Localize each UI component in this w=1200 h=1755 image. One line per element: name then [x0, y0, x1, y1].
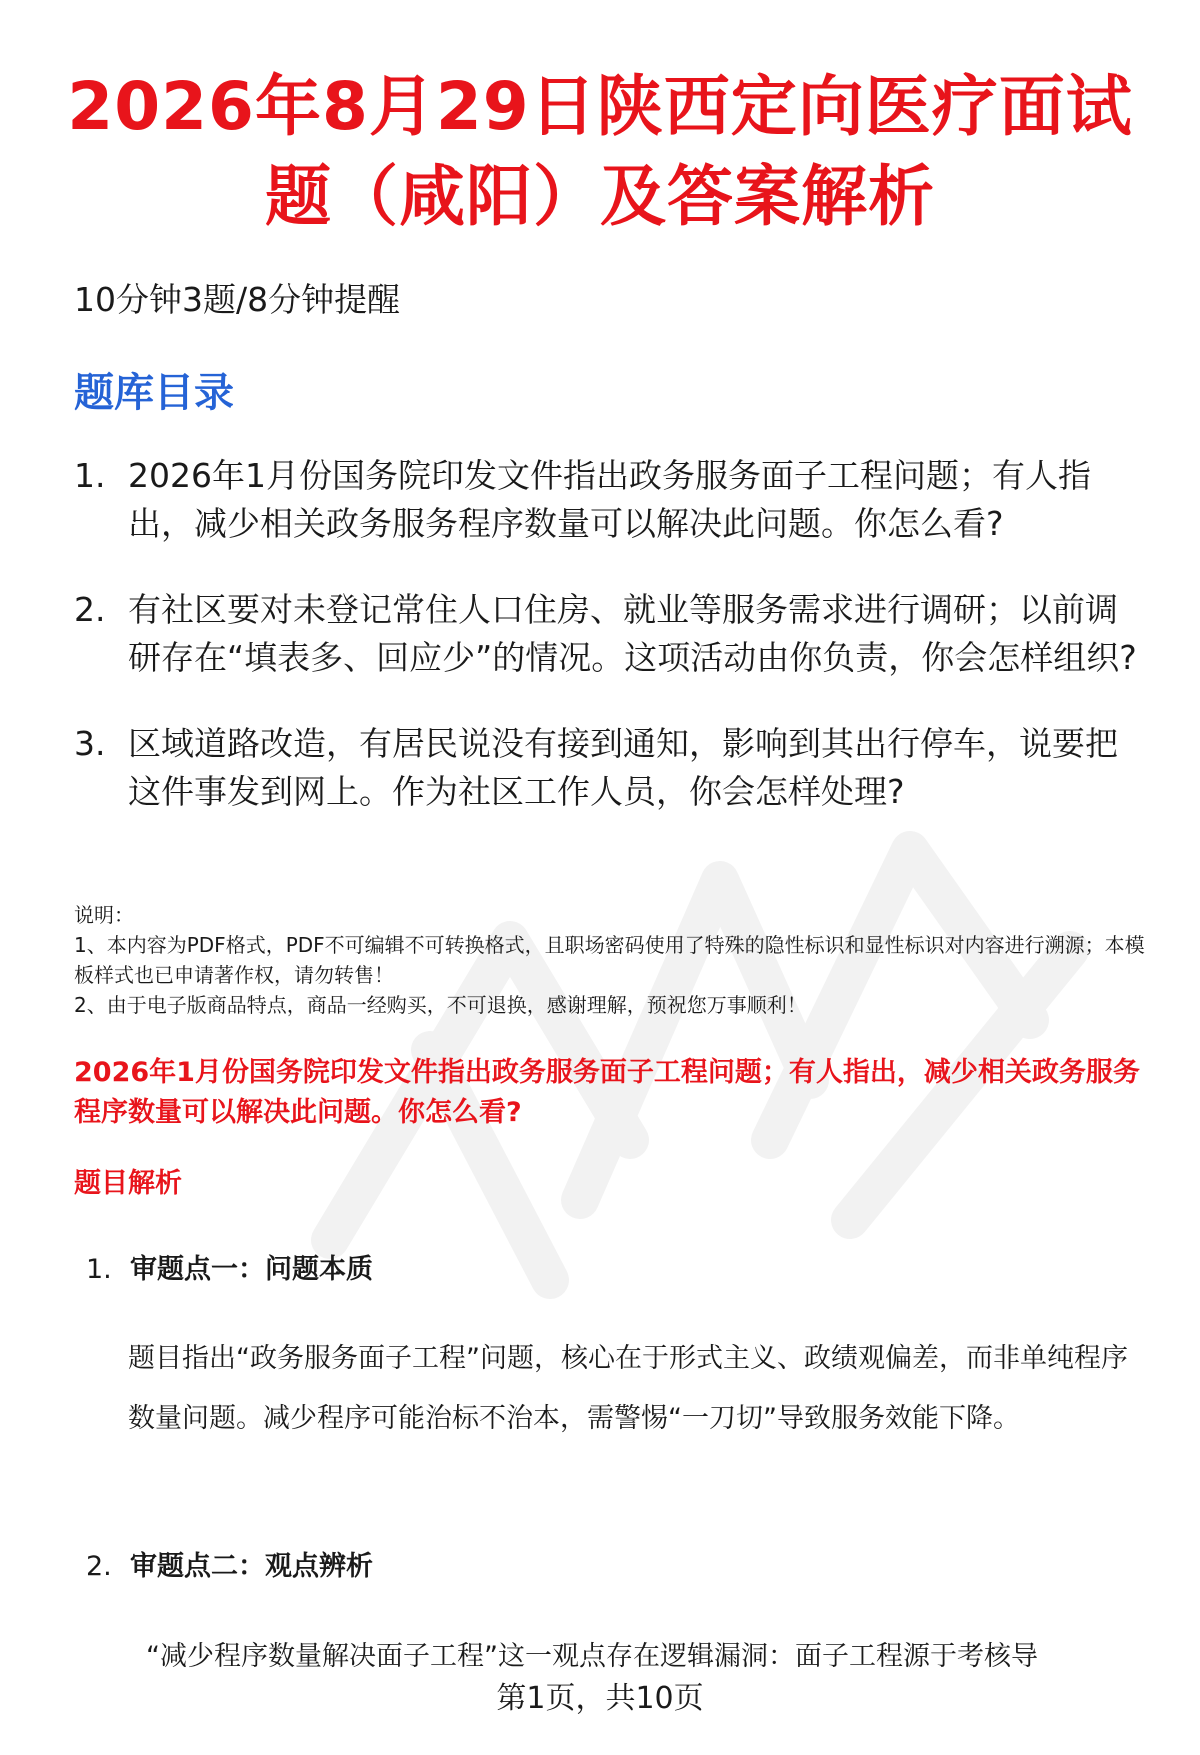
toc-item[interactable]	[74, 586, 1144, 682]
analysis-point-label: 1. 审题点一：问题本质	[86, 1250, 373, 1290]
toc-item-number: 3.	[74, 724, 106, 763]
toc-item-text: 2026年1月份国务院印发文件指出政务服务面子工程问题；有人指出，减少相关政务服务程序数量可以解决此问题。你怎么看?	[128, 456, 1091, 543]
analysis-point-number: 2.	[86, 1551, 112, 1582]
analysis-point-body: “减少程序数量解决面子工程”这一观点存在逻辑漏洞：面子工程源于考核导	[146, 1641, 1038, 1672]
notice-heading: 说明：	[74, 903, 134, 927]
notice-line: 2、由于电子版商品特点，商品一经购买，不可退换，感谢理解，预祝您万事顺利！	[74, 993, 807, 1017]
analysis-heading: 题目解析	[74, 1168, 182, 1199]
analysis-point-body: 题目指出“政务服务面子工程”问题，核心在于形式主义、政绩观偏差，而非单纯程序数量问题。减少程序可能治标不治本，需警惕“一刀切”导致服务效能下降。	[128, 1343, 1128, 1434]
page-number: 第1页，共10页	[496, 1681, 704, 1716]
notice-block	[74, 900, 1164, 1020]
analysis-point-number: 1.	[86, 1254, 112, 1285]
toc-item-text: 区域道路改造，有居民说没有接到通知，影响到其出行停车，说要把这件事发到网上。作为社区工作人员，你会怎样处理?	[128, 724, 1118, 811]
toc-list	[74, 452, 1144, 854]
toc-heading: 题库目录	[74, 370, 234, 416]
toc-item[interactable]	[74, 452, 1144, 548]
document-title: 2026年8月29日陕西定向医疗面试题（咸阳）及答案解析	[67, 68, 1133, 235]
toc-item-number: 2.	[74, 590, 106, 629]
notice-line: 1、本内容为PDF格式，PDF不可编辑不可转换格式，且职场密码使用了特殊的隐性标识和显性标识对内容进行溯源；本模板样式也已申请著作权，请勿转售！	[74, 933, 1145, 987]
document-subtitle: 10分钟3题/8分钟提醒	[74, 280, 401, 319]
toc-item-number: 1.	[74, 456, 106, 495]
toc-item-text: 有社区要对未登记常住人口住房、就业等服务需求进行调研；以前调研存在“填表多、回应少”的情况。这项活动由你负责，你会怎样组织?	[128, 590, 1137, 677]
toc-item[interactable]	[74, 720, 1144, 816]
analysis-point-label: 2. 审题点二：观点辨析	[86, 1547, 373, 1587]
question-title: 2026年1月份国务院印发文件指出政务服务面子工程问题；有人指出，减少相关政务服务程序数量可以解决此问题。你怎么看?	[74, 1057, 1140, 1128]
